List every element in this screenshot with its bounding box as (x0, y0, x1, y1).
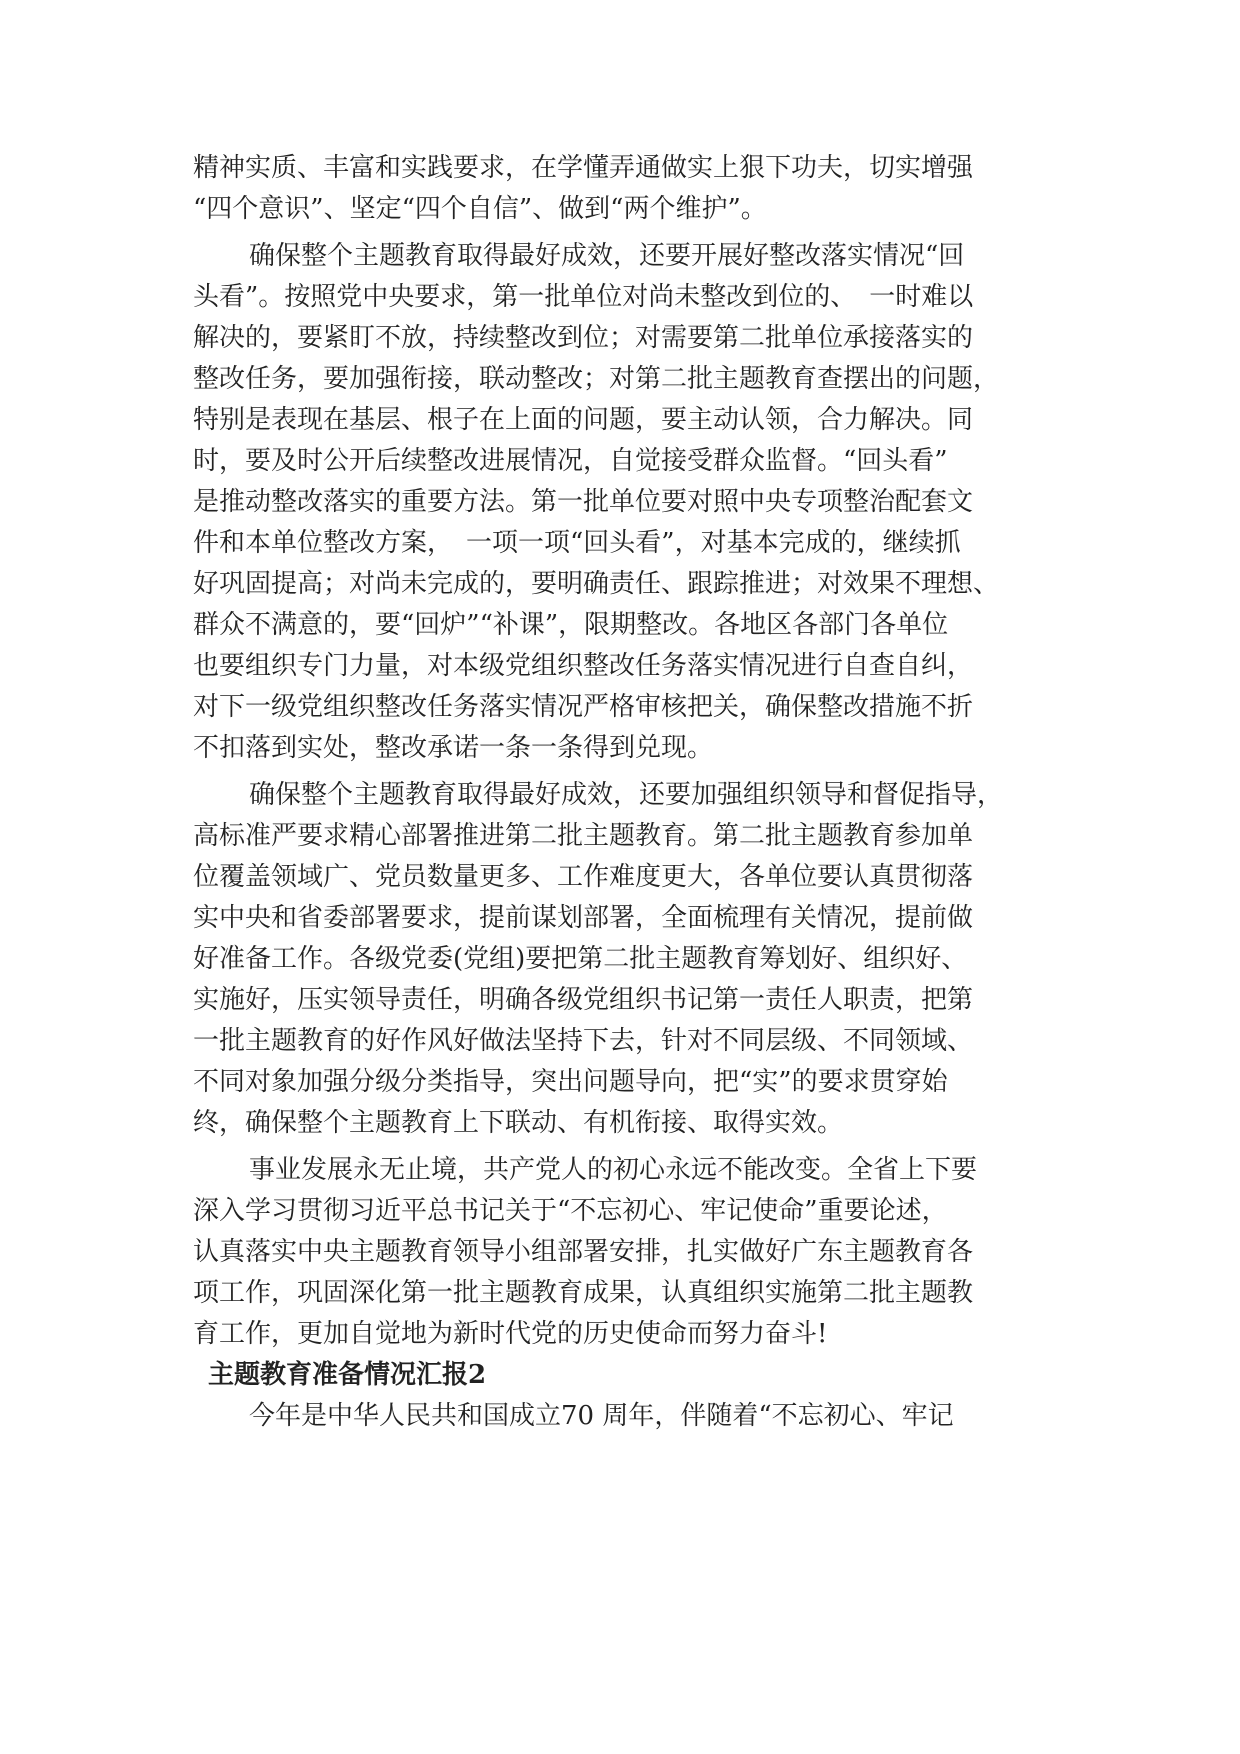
text-line: 实施好，压实领导责任，明确各级党组织书记第一责任人职责，把第 (193, 985, 974, 1015)
text-line: 不扣落到实处，整改承诺一条一条得到兑现。 (193, 733, 714, 763)
text-line: 整改任务，要加强衔接，联动整改；对第二批主题教育查摆出的问题， (193, 364, 1000, 394)
text-line: 实中央和省委部署要求，提前谋划部署，全面梳理有关情况，提前做 (193, 903, 974, 933)
section-heading: 主题教育准备情况汇报2 (208, 1360, 487, 1390)
paragraph-rectification-review (193, 236, 1048, 769)
text-line: 一批主题教育的好作风好做法坚持下去，针对不同层级、不同领域、 (193, 1026, 974, 1056)
text-line: 确保整个主题教育取得最好成效，还要加强组织领导和督促指导， (249, 780, 1004, 810)
text-line: 高标准严要求精心部署推进第二批主题教育。第二批主题教育参加单 (193, 821, 974, 851)
text-line: 确保整个主题教育取得最好成效，还要开展好整改落实情况“回 (249, 241, 965, 271)
text-line: 今年是中华人民共和国成立70 周年，伴随着“不忘初心、牢记 (249, 1401, 954, 1431)
text-line: 项工作，巩固深化第一批主题教育成果，认真组织实施第二批主题教 (193, 1278, 974, 1308)
text-line: 件和本单位整改方案， 一项一项“回头看”，对基本完成的，继续抓 (193, 528, 961, 558)
text-line: 育工作，更加自觉地为新时代党的历史使命而努力奋斗! (193, 1319, 828, 1349)
text-line: 好准备工作。各级党委(党组)要把第二批主题教育筹划好、组织好、 (193, 944, 968, 974)
text-line: 也要组织专门力量，对本级党组织整改任务落实情况进行自查自纠， (193, 651, 974, 681)
text-line: 事业发展永无止境，共产党人的初心永远不能改变。全省上下要 (249, 1155, 978, 1185)
document-body (193, 148, 1048, 1437)
intro-paragraph (193, 148, 1048, 230)
text-line: 头看”。按照党中央要求，第一批单位对尚未整改到位的、 一时难以 (193, 282, 974, 312)
text-line: 群众不满意的，要“回炉”“补课”，限期整改。各地区各部门各单位 (193, 610, 949, 640)
text-line: 解决的，要紧盯不放，持续整改到位；对需要第二批单位承接落实的 (193, 323, 974, 353)
text-line: 位覆盖领域广、党员数量更多、工作难度更大，各单位要认真贯彻落 (193, 862, 974, 892)
text-line: 对下一级党组织整改任务落实情况严格审核把关，确保整改措施不折 (193, 692, 974, 722)
paragraph-report-2-opening (193, 1396, 1048, 1437)
text-line: 终，确保整个主题教育上下联动、有机衔接、取得实效。 (193, 1108, 844, 1138)
text-line: 不同对象加强分级分类指导，突出问题导向，把“实”的要求贯穿始 (193, 1067, 948, 1097)
paragraph-conclusion (193, 1150, 1048, 1355)
text-line: 深入学习贯彻习近平总书记关于“不忘初心、牢记使命”重要论述， (193, 1196, 948, 1226)
text-line: 认真落实中央主题教育领导小组部署安排，扎实做好广东主题教育各 (193, 1237, 974, 1267)
text-line: 好巩固提高；对尚未完成的，要明确责任、跟踪推进；对效果不理想、 (193, 569, 1000, 599)
text-line: 是推动整改落实的重要方法。第一批单位要对照中央专项整治配套文 (193, 487, 974, 517)
text-line: 精神实质、丰富和实践要求，在学懂弄通做实上狠下功夫，切实增强 (193, 153, 974, 183)
paragraph-leadership-guidance (193, 775, 1048, 1144)
text-line: 特别是表现在基层、根子在上面的问题，要主动认领，合力解决。同 (193, 405, 974, 435)
text-line: “四个意识”、坚定“四个自信”、做到“两个维护”。 (193, 194, 767, 224)
text-line: 时，要及时公开后续整改进展情况，自觉接受群众监督。“回头看” (193, 446, 948, 476)
